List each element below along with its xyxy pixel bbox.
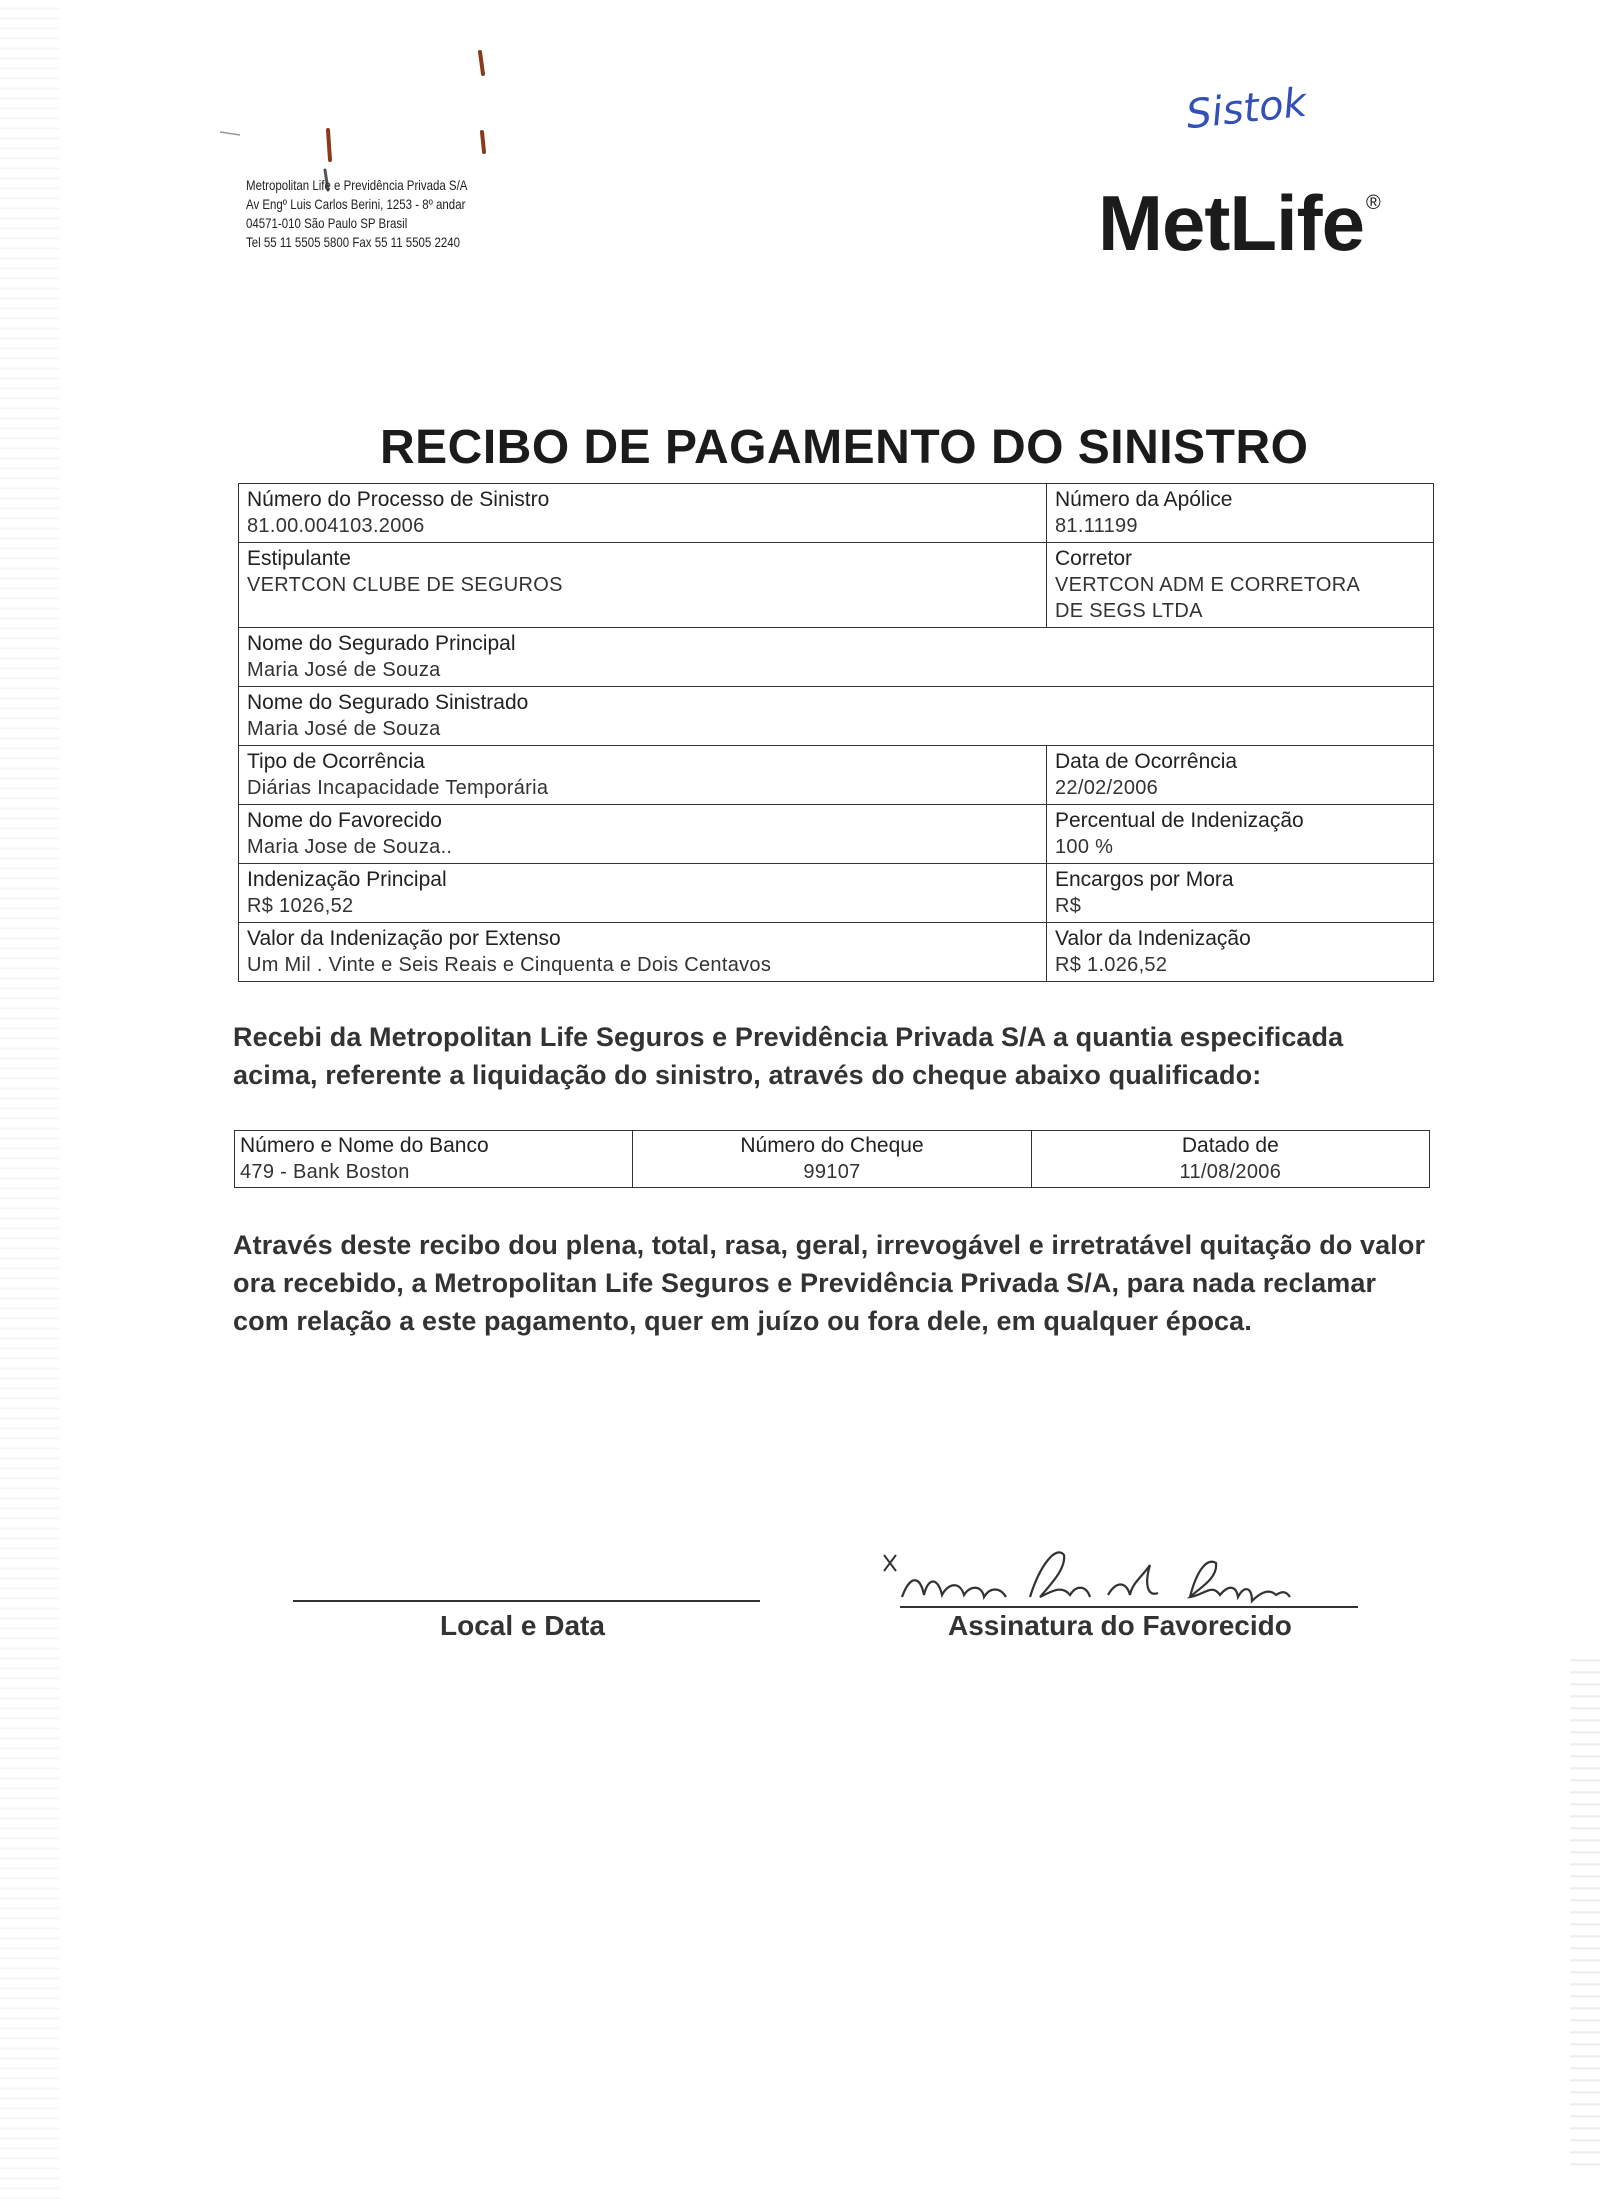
valor-value: R$ 1.026,52 bbox=[1055, 954, 1168, 976]
page-title: RECIBO DE PAGAMENTO DO SINISTRO bbox=[380, 421, 1309, 474]
local-data-label: Local e Data bbox=[440, 1610, 605, 1641]
percentual-label: Percentual de Indenização bbox=[1055, 809, 1304, 832]
assinatura-label: Assinatura do Favorecido bbox=[948, 1610, 1292, 1641]
processo-cell bbox=[239, 484, 1047, 543]
company-line: Tel 55 11 5505 5800 Fax 55 11 5505 2240 bbox=[246, 234, 461, 250]
company-line: Metropolitan Life e Previdência Privada S/A bbox=[246, 177, 468, 193]
corretor-value: DE SEGS LTDA bbox=[1055, 600, 1203, 622]
extenso-value: Um Mil . Vinte e Seis Reais e Cinquenta e Dois Centavos bbox=[247, 954, 772, 976]
table-row bbox=[239, 805, 1434, 864]
apolice-value: 81.11199 bbox=[1055, 515, 1138, 537]
percentual-cell bbox=[1047, 805, 1434, 864]
extenso-cell bbox=[239, 923, 1047, 982]
company-address bbox=[246, 176, 467, 252]
claim-details-table bbox=[238, 483, 1434, 982]
company-line: 04571-010 São Paulo SP Brasil bbox=[246, 215, 408, 231]
corretor-cell bbox=[1047, 543, 1434, 628]
indenizacao-cell bbox=[239, 864, 1047, 923]
data-ocorrencia-label: Data de Ocorrência bbox=[1055, 750, 1238, 773]
segurado-sinistrado-value: Maria José de Souza bbox=[247, 718, 441, 740]
metlife-logo bbox=[1098, 178, 1378, 269]
table-row bbox=[239, 746, 1434, 805]
handwritten-stamp: Sistok bbox=[1183, 79, 1309, 139]
banco-label: Número e Nome do Banco bbox=[240, 1134, 489, 1157]
indenizacao-value: R$ 1026,52 bbox=[247, 895, 354, 917]
banco-value: 479 - Bank Boston bbox=[240, 1161, 410, 1183]
table-row bbox=[239, 923, 1434, 982]
tipo-value: Diárias Incapacidade Temporária bbox=[247, 777, 549, 799]
table-row bbox=[235, 1131, 1430, 1188]
favorecido-value: Maria Jose de Souza.. bbox=[247, 836, 453, 858]
indenizacao-label: Indenização Principal bbox=[247, 868, 447, 891]
estipulante-value: VERTCON CLUBE DE SEGUROS bbox=[247, 574, 563, 596]
estipulante-label: Estipulante bbox=[247, 547, 351, 570]
segurado-principal-label: Nome do Segurado Principal bbox=[247, 632, 516, 655]
table-row bbox=[239, 484, 1434, 543]
handwritten-signature bbox=[880, 1545, 1360, 1615]
processo-label: Número do Processo de Sinistro bbox=[247, 488, 550, 511]
datado-value: 11/08/2006 bbox=[1179, 1161, 1282, 1183]
segurado-sinistrado-label: Nome do Segurado Sinistrado bbox=[247, 691, 529, 714]
favorecido-label: Nome do Favorecido bbox=[247, 809, 442, 832]
receipt-paragraph: Recebi da Metropolitan Life Seguros e Previdência Privada S/A a quantia especificada acima, referente a liquidação do sinistro, através do cheque abaixo qualificado: bbox=[233, 1022, 1344, 1090]
data-ocorrencia-value: 22/02/2006 bbox=[1055, 777, 1159, 799]
cheque-label: Número do Cheque bbox=[740, 1134, 924, 1157]
table-row bbox=[239, 543, 1434, 628]
percentual-value: 100 % bbox=[1055, 836, 1114, 858]
valor-label: Valor da Indenização bbox=[1055, 927, 1251, 950]
corretor-label: Corretor bbox=[1055, 547, 1133, 570]
processo-value: 81.00.004103.2006 bbox=[247, 515, 425, 537]
apolice-label: Número da Apólice bbox=[1055, 488, 1233, 511]
valor-cell bbox=[1047, 923, 1434, 982]
tipo-cell bbox=[239, 746, 1047, 805]
extenso-label: Valor da Indenização por Extenso bbox=[247, 927, 561, 950]
cheque-table bbox=[234, 1130, 1430, 1188]
tipo-label: Tipo de Ocorrência bbox=[247, 750, 425, 773]
estipulante-cell bbox=[239, 543, 1047, 628]
table-row bbox=[239, 628, 1434, 687]
logo-text: MetLife bbox=[1098, 179, 1364, 267]
company-line: Av Engº Luis Carlos Berini, 1253 - 8º andar bbox=[246, 196, 466, 212]
datado-cell bbox=[1031, 1131, 1429, 1188]
local-data-line bbox=[293, 1600, 760, 1602]
favorecido-cell bbox=[239, 805, 1047, 864]
quittance-paragraph: Através deste recibo dou plena, total, rasa, geral, irrevogável e irretratável quitação do valor ora recebido, a Metropolitan Life Seguros e Previdência Privada S/A, para nada reclamar com relação a este pagamento, quer em juízo ou fora dele, em qualquer época. bbox=[233, 1230, 1426, 1336]
scan-edge-left bbox=[0, 0, 60, 2199]
banco-cell bbox=[235, 1131, 633, 1188]
table-row bbox=[239, 864, 1434, 923]
encargos-label: Encargos por Mora bbox=[1055, 868, 1234, 891]
registered-mark: ® bbox=[1366, 192, 1380, 214]
table-row bbox=[239, 687, 1434, 746]
apolice-cell bbox=[1047, 484, 1434, 543]
data-ocorrencia-cell bbox=[1047, 746, 1434, 805]
encargos-value: R$ bbox=[1055, 895, 1082, 917]
scan-edge-right bbox=[1570, 1650, 1600, 2170]
cheque-value: 99107 bbox=[803, 1161, 861, 1183]
encargos-cell bbox=[1047, 864, 1434, 923]
segurado-sinistrado-cell bbox=[239, 687, 1434, 746]
segurado-principal-cell bbox=[239, 628, 1434, 687]
datado-label: Datado de bbox=[1181, 1134, 1279, 1157]
segurado-principal-value: Maria José de Souza bbox=[247, 659, 441, 681]
cheque-cell bbox=[633, 1131, 1031, 1188]
corretor-value: VERTCON ADM E CORRETORA bbox=[1055, 574, 1361, 596]
